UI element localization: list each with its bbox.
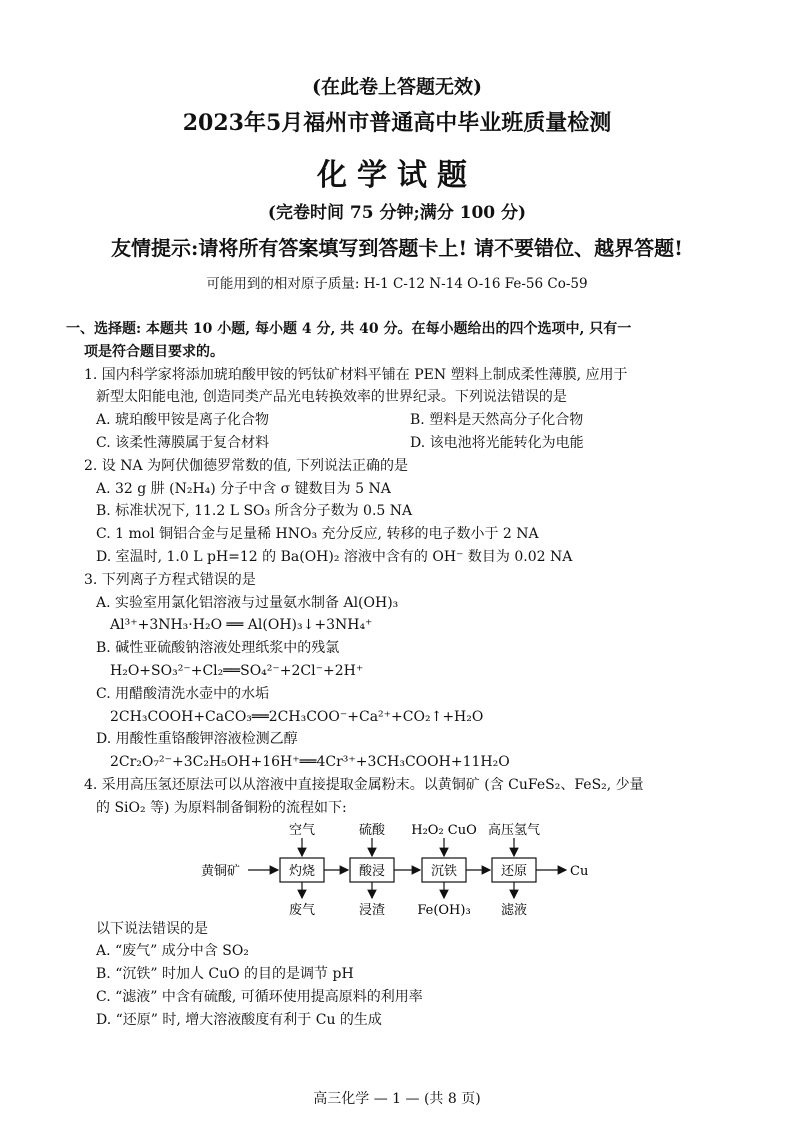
question-4-stem: 4. 采用高压氢还原法可以从溶液中直接提取金属粉末。以黄铜矿 (含 CuFeS₂、FeS₂, 少量 xyxy=(84,776,644,793)
option-a: A. 32 g 肼 (N₂H₄) 分子中含 σ 键数目为 5 NA xyxy=(96,480,391,497)
flow-in-2: 硫酸 xyxy=(358,822,386,838)
flow-out-3: Fe(OH)₃ xyxy=(417,902,471,918)
flow-input: 黄铜矿 xyxy=(201,863,241,879)
option-d: D. 用酸性重铬酸钾溶液检测乙醇 xyxy=(96,731,298,748)
question-3-stem: 3. 下列离子方程式错误的是 xyxy=(84,571,256,588)
question-4-prompt: 以下说法错误的是 xyxy=(96,920,208,937)
atomic-masses: 可能用到的相对原子质量: H-1 C-12 N-14 O-16 Fe-56 Co-59 xyxy=(206,276,588,292)
option-a: A. “废气” 成分中含 SO₂ xyxy=(96,943,249,960)
question-2-stem: 2. 设 NA 为阿伏伽德罗常数的值, 下列说法正确的是 xyxy=(84,457,408,474)
option-c: C. 该柔性薄膜属于复合材料 xyxy=(96,434,270,451)
equation-c: 2CH₃COOH+CaCO₃══2CH₃COO⁻+Ca²⁺+CO₂↑+H₂O xyxy=(110,708,484,725)
option-d: D. 室温时, 1.0 L pH=12 的 Ba(OH)₂ 溶液中含有的 OH⁻ 数目为 0.02 NA xyxy=(96,548,573,565)
friendly-tip: 友情提示:请将所有答案填写到答题卡上! 请不要错位、越界答题! xyxy=(111,236,683,260)
option-b: B. 碱性亚硫酸钠溶液处理纸浆中的残氯 xyxy=(96,640,340,657)
section-heading-cont: 项是符合题目要求的。 xyxy=(84,343,224,360)
exam-duration: (完卷时间 75 分钟;满分 100 分) xyxy=(267,203,527,223)
invalid-notice: (在此卷上答题无效) xyxy=(312,76,482,98)
flow-in-4: 高压氢气 xyxy=(487,822,541,838)
subject-title: 化学试题 xyxy=(317,158,477,193)
flow-step-1: 灼烧 xyxy=(288,863,316,879)
option-a: A. 琥珀酸甲铵是离子化合物 xyxy=(96,412,270,429)
question-1-stem-cont: 新型太阳能电池, 创造同类产品光电转换效率的世界纪录。下列说法错误的是 xyxy=(96,389,567,406)
equation-b: H₂O+SO₃²⁻+Cl₂══SO₄²⁻+2Cl⁻+2H⁺ xyxy=(110,662,364,679)
equation-d: 2Cr₂O₇²⁻+3C₂H₅OH+16H⁺══4Cr³⁺+3CH₃COOH+11H₂O xyxy=(110,754,510,771)
option-d: D. “还原” 时, 增大溶液酸度有利于 Cu 的生成 xyxy=(96,1011,382,1028)
flow-out-4: 滤液 xyxy=(500,902,528,918)
option-c: C. 用醋酸清洗水壶中的水垢 xyxy=(96,685,270,702)
flow-step-4: 还原 xyxy=(500,863,528,879)
flow-out-2: 浸渣 xyxy=(358,902,386,918)
flow-in-1: 空气 xyxy=(288,822,316,838)
flow-step-3: 沉铁 xyxy=(430,863,458,879)
option-b: B. 标准状况下, 11.2 L SO₃ 所含分子数为 0.5 NA xyxy=(96,503,413,520)
option-c: C. “滤液” 中含有硫酸, 可循环使用提高原料的利用率 xyxy=(96,988,423,1005)
flow-in-3: H₂O₂ CuO xyxy=(411,822,477,838)
questions-body xyxy=(66,318,726,1032)
page-footer: 高三化学 — 1 — (共 8 页) xyxy=(313,1091,481,1107)
question-1-options-row1 xyxy=(66,409,726,432)
option-d: D. 该电池将光能转化为电能 xyxy=(410,434,584,451)
exam-title: 2023年5月福州市普通高中毕业班质量检测 xyxy=(182,110,612,136)
question-4-stem-cont: 的 SiO₂ 等) 为原料制备铜粉的流程如下: xyxy=(96,799,347,816)
flow-output: Cu xyxy=(570,863,589,879)
option-a: A. 实验室用氯化铝溶液与过量氨水制备 Al(OH)₃ xyxy=(96,594,399,611)
option-c: C. 1 mol 铜铝合金与足量稀 HNO₃ 充分反应, 转移的电子数小于 2 NA xyxy=(96,526,539,543)
question-1-stem: 1. 国内科学家将添加琥珀酸甲铵的钙钛矿材料平铺在 PEN 塑料上制成柔性薄膜, 应用于 xyxy=(84,366,628,383)
flow-out-1: 废气 xyxy=(288,902,316,918)
section-heading: 一、选择题: 本题共 10 小题, 每小题 4 分, 共 40 分。在每小题给出的四个选项中, 只有一 xyxy=(66,321,632,337)
option-b: B. “沉铁” 时加人 CuO 的目的是调节 pH xyxy=(96,966,354,983)
question-1-options-row2 xyxy=(66,432,726,455)
process-flowchart xyxy=(66,820,726,918)
equation-a: Al³⁺+3NH₃·H₂O ══ Al(OH)₃↓+3NH₄⁺ xyxy=(110,617,373,634)
option-b: B. 塑料是天然高分子化合物 xyxy=(410,412,584,429)
flow-step-2: 酸浸 xyxy=(358,863,386,879)
